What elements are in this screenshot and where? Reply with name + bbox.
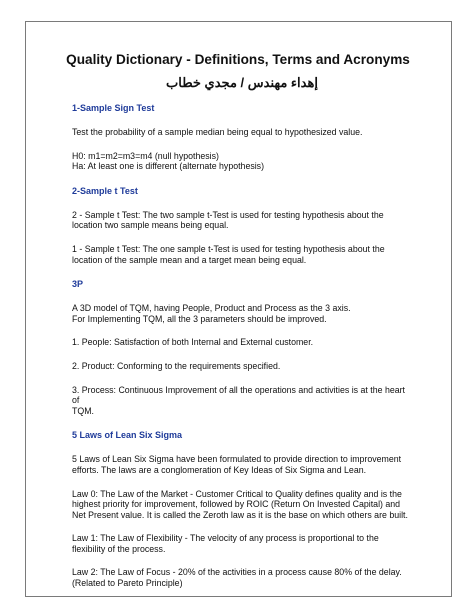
- paragraph-5-laws-intro: 5 Laws of Lean Six Sigma have been formulated to provide direction to improvement efforts. The laws are a conglomeration of Key Ideas of Six Sigma and Lean.: [72, 454, 402, 475]
- section-heading-5-laws-lean-six-sigma: 5 Laws of Lean Six Sigma: [72, 430, 183, 441]
- section-heading-1-sample-sign-test: 1-Sample Sign Test: [72, 103, 155, 113]
- paragraph-two-sample-t-test: 2 - Sample t Test: The two sample t-Test is used for testing hypothesis about the location two sample means being equal.: [72, 209, 384, 231]
- paragraph-3p-model: A 3D model of TQM, having People, Product and Process as the 3 axis.: [72, 303, 351, 314]
- paragraph-law-1: Law 1: The Law of Flexibility - The velocity of any process is proportional to the flexibility of the process.: [72, 533, 379, 554]
- document-content: [66, 51, 412, 589]
- paragraph-alternate-hypothesis: Ha: At least one is different (alternate hypothesis): [72, 161, 265, 172]
- document-title: Quality Dictionary - Definitions, Terms and Acronyms: [66, 52, 410, 67]
- paragraph-3p-implementing: For Implementing TQM, all the 3 parameters should be improved.: [72, 313, 327, 324]
- section-heading-3p: 3P: [72, 279, 84, 290]
- document-dedication: إهداء مهندس / مجدي خطاب: [166, 75, 318, 90]
- paragraph-3p-people: 1. People: Satisfaction of both Internal and External customer.: [72, 337, 314, 348]
- paragraph-3p-process-tqm: TQM.: [72, 405, 94, 416]
- paragraph-sign-test-definition: Test the probability of a sample median being equal to hypothesized value.: [72, 127, 363, 137]
- paragraph-null-hypothesis: H0: m1=m2=m3=m4 (null hypothesis): [72, 150, 219, 161]
- paragraph-3p-process: 3. Process: Continuous Improvement of all the operations and activities is at the heart of: [72, 384, 405, 406]
- paragraph-one-sample-t-test: 1 - Sample t Test: The one sample t-Test is used for testing hypothesis about the location of the sample mean and a target mean being equal.: [72, 243, 385, 265]
- paragraph-law-0: Law 0: The Law of the Market - Customer Critical to Quality defines quality and is the highest priority for improvement, followed by ROIC (Return On Invested Capital) and Net Present value. It is called the Zeroth law as it is the base on which others are built.: [72, 488, 408, 520]
- section-heading-2-sample-t-test: 2-Sample t Test: [72, 185, 138, 196]
- paragraph-3p-product: 2. Product: Conforming to the requirements specified.: [72, 360, 281, 371]
- paragraph-law-2: Law 2: The Law of Focus - 20% of the activities in a process cause 80% of the delay. (Related to Pareto Principle): [72, 567, 402, 589]
